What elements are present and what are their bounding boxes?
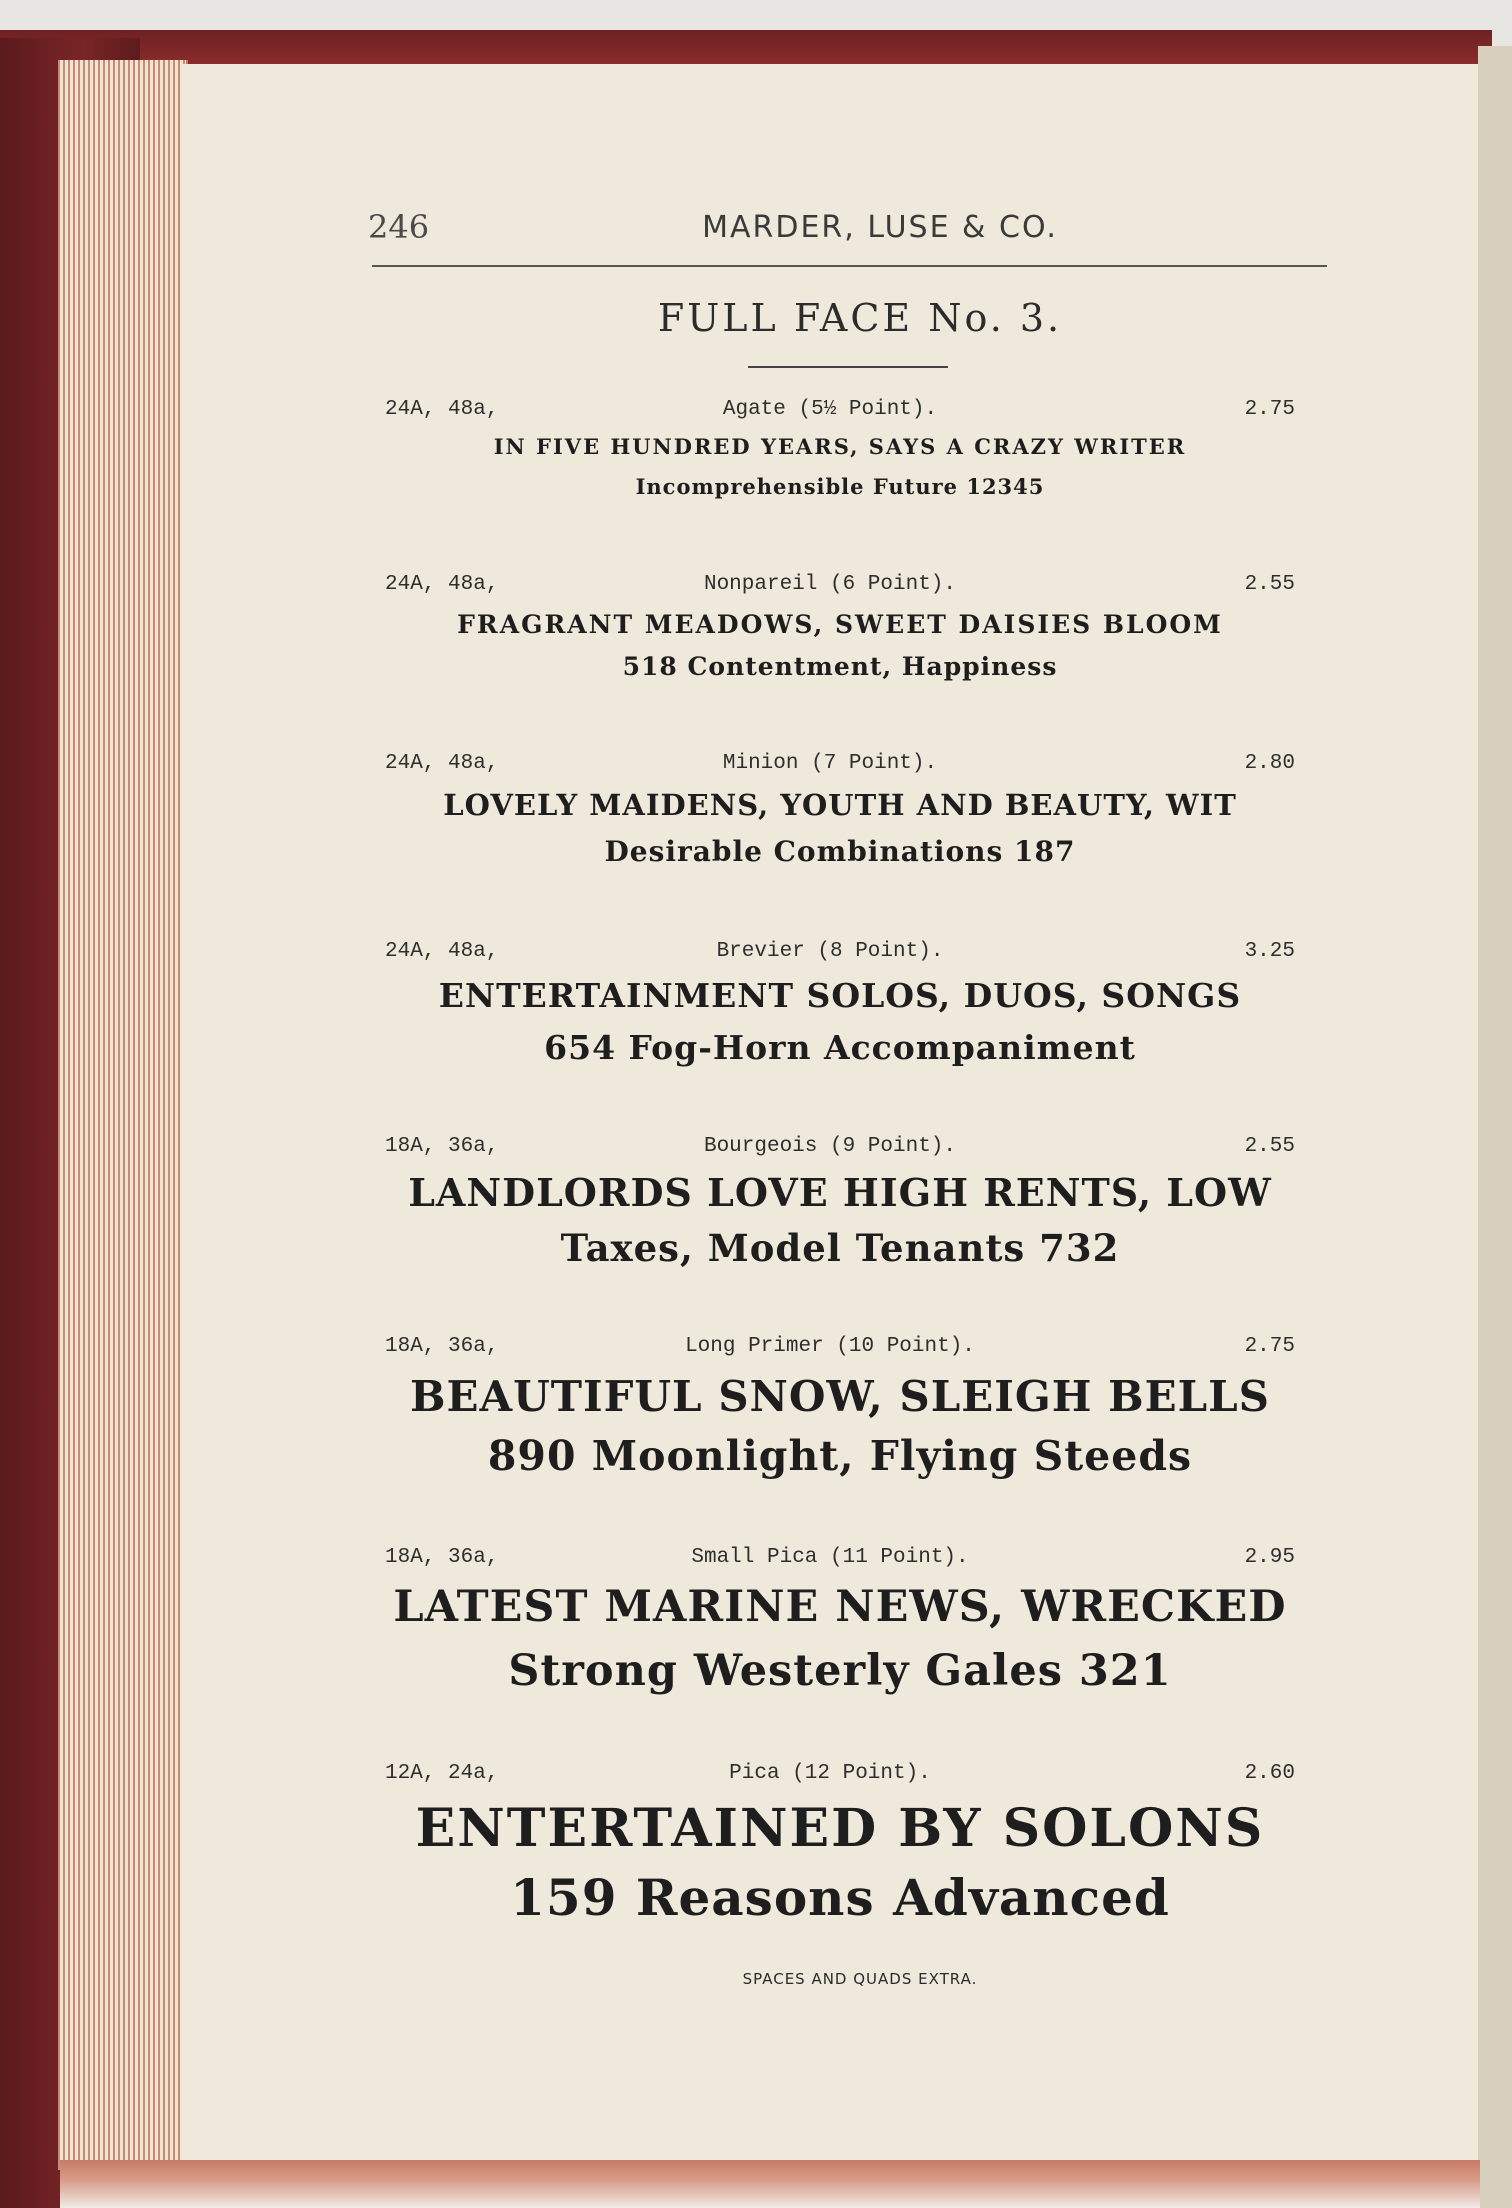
- section-title: FULL FACE No. 3.: [657, 296, 1063, 340]
- type-size-name: Brevier (8 Point).: [716, 940, 944, 963]
- specimen-line-lower: 518 Contentment, Happiness: [622, 652, 1058, 681]
- specimen-line-caps: LOVELY MAIDENS, YOUTH AND BEAUTY, WIT: [443, 788, 1237, 822]
- entry-spec-line: [365, 573, 1295, 603]
- type-size-name: Bourgeois (9 Point).: [703, 1135, 957, 1158]
- specimen-line-caps: BEAUTIFUL SNOW, SLEIGH BELLS: [409, 1372, 1270, 1421]
- font-count: 12A, 24a,: [385, 1762, 499, 1785]
- font-count: 24A, 48a,: [385, 940, 499, 963]
- book-cover-top-edge: [0, 30, 1492, 64]
- font-count: 24A, 48a,: [385, 398, 499, 421]
- price: 2.60: [1244, 1762, 1295, 1785]
- price: 2.80: [1244, 752, 1295, 775]
- page-number: 246: [368, 208, 430, 246]
- entry-spec-line: [365, 1546, 1295, 1576]
- entry-spec-line: [365, 752, 1295, 782]
- price: 2.75: [1244, 1335, 1295, 1358]
- specimen-line-caps: LANDLORDS LOVE HIGH RENTS, LOW: [408, 1170, 1272, 1215]
- header-rule: [372, 265, 1327, 267]
- price: 3.25: [1244, 940, 1295, 963]
- specimen-line-lower: Strong Westerly Gales 321: [508, 1646, 1172, 1696]
- type-size-name: Small Pica (11 Point).: [691, 1546, 969, 1569]
- specimen-line-caps: ENTERTAINED BY SOLONS: [415, 1798, 1265, 1859]
- type-size-name: Minion (7 Point).: [722, 752, 938, 775]
- specimen-line-caps: LATEST MARINE NEWS, WRECKED: [393, 1582, 1287, 1632]
- specimen-line-lower: 159 Reasons Advanced: [510, 1868, 1170, 1927]
- price: 2.95: [1244, 1546, 1295, 1569]
- entry-spec-line: [365, 940, 1295, 970]
- title-rule: [748, 366, 948, 368]
- book-cover-bottom-edge: [60, 2160, 1480, 2208]
- running-head: MARDER, LUSE & CO.: [702, 210, 1058, 245]
- entry-spec-line: [365, 1135, 1295, 1165]
- entry-spec-line: [365, 1335, 1295, 1365]
- font-count: 18A, 36a,: [385, 1135, 499, 1158]
- font-count: 24A, 48a,: [385, 573, 499, 596]
- price: 2.55: [1244, 573, 1295, 596]
- specimen-line-lower: Taxes, Model Tenants 732: [560, 1226, 1120, 1270]
- page-block-edges: [58, 60, 188, 2170]
- type-size-name: Pica (12 Point).: [729, 1762, 931, 1785]
- price: 2.55: [1244, 1135, 1295, 1158]
- type-size-name: Agate (5½ Point).: [722, 398, 938, 421]
- entry-spec-line: [365, 1762, 1295, 1792]
- specimen-line-caps: ENTERTAINMENT SOLOS, DUOS, SONGS: [438, 976, 1242, 1015]
- footnote: SPACES AND QUADS EXTRA.: [742, 1970, 978, 1988]
- type-size-name: Nonpareil (6 Point).: [703, 573, 957, 596]
- specimen-line-lower: Incomprehensible Future 12345: [635, 474, 1045, 499]
- specimen-line-lower: 890 Moonlight, Flying Steeds: [487, 1432, 1193, 1480]
- facing-page-edge: [1478, 46, 1512, 2208]
- specimen-line-lower: 654 Fog-Horn Accompaniment: [544, 1028, 1136, 1067]
- font-count: 18A, 36a,: [385, 1335, 499, 1358]
- specimen-line-lower: Desirable Combinations 187: [604, 835, 1076, 868]
- specimen-line-caps: IN FIVE HUNDRED YEARS, SAYS A CRAZY WRITER: [493, 434, 1187, 459]
- font-count: 24A, 48a,: [385, 752, 499, 775]
- type-size-name: Long Primer (10 Point).: [685, 1335, 975, 1358]
- entry-spec-line: [365, 398, 1295, 428]
- specimen-line-caps: FRAGRANT MEADOWS, SWEET DAISIES BLOOM: [457, 610, 1223, 639]
- price: 2.75: [1244, 398, 1295, 421]
- font-count: 18A, 36a,: [385, 1546, 499, 1569]
